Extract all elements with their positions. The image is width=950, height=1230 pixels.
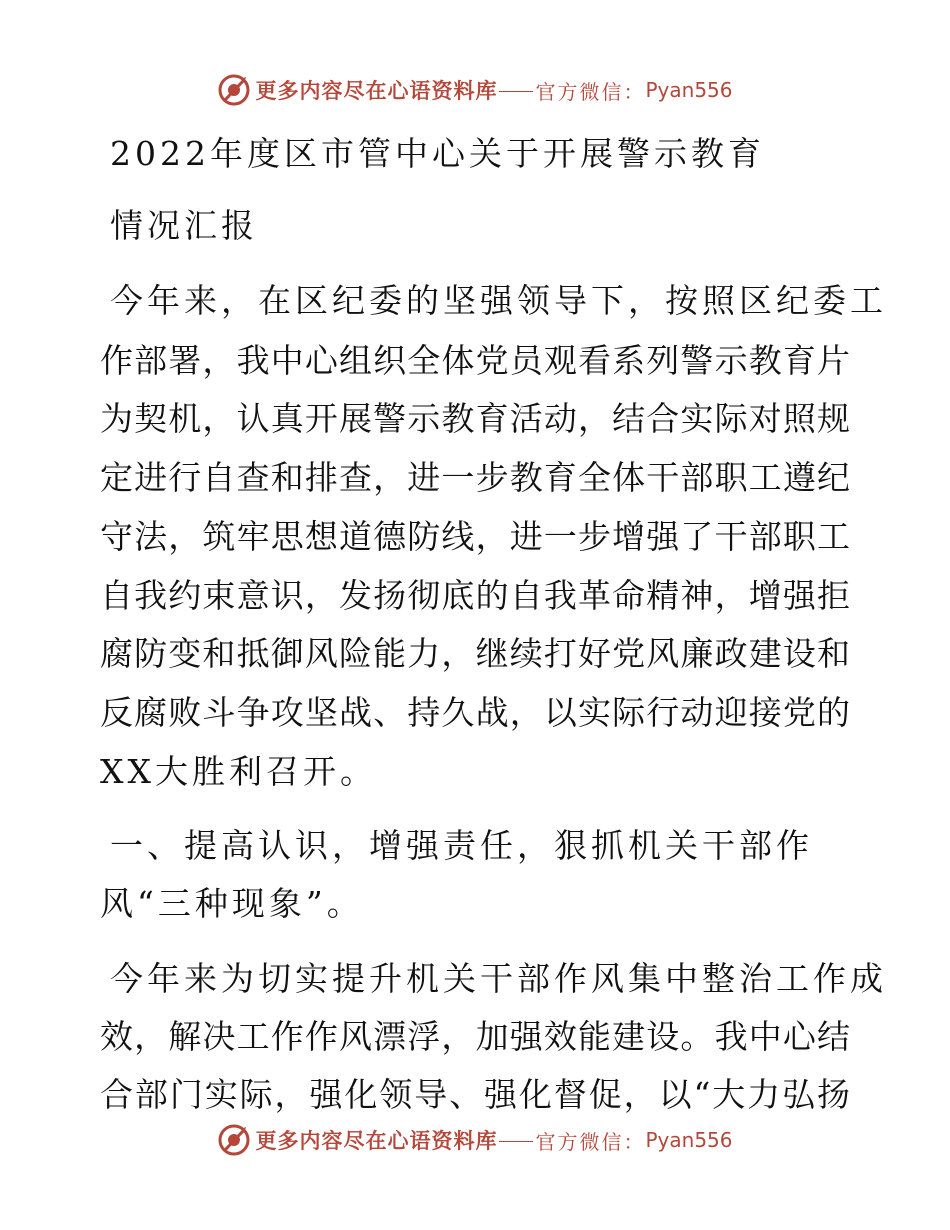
para1-line-6: 自我约束意识，发扬彻底的自我革命精神，增强拒 (100, 576, 850, 615)
brand-logo-icon (217, 1123, 251, 1157)
watermark-brand: 更多内容尽在心语资料库 (255, 1128, 498, 1153)
watermark-id: Pyan556 (645, 1128, 733, 1152)
para2-line-3: 合部门实际，强化领导、强化督促，以“大力弘扬 (100, 1075, 850, 1114)
watermark-label: 官方微信： (535, 79, 646, 104)
para2-line-1: 今年来为切实提升机关干部作风集中整治工作成 (110, 959, 887, 998)
section-heading-line-2: 风“三种现象”。 (100, 884, 364, 923)
watermark-label: 官方微信： (535, 1129, 646, 1154)
para2-line-2: 效，解决工作作风漂浮，加强效能建设。我中心结 (100, 1017, 850, 1056)
footer-watermark (0, 1120, 950, 1160)
para1-line-1: 今年来，在区纪委的坚强领导下，按照区纪委工 (110, 281, 887, 320)
para1-line-5: 守法，筑牢思想道德防线，进一步增强了干部职工 (100, 517, 850, 556)
brand-logo-icon (217, 73, 251, 107)
watermark-dash (499, 1141, 533, 1142)
header-watermark (0, 70, 950, 110)
watermark-brand: 更多内容尽在心语资料库 (255, 78, 498, 103)
para1-line-9: XX大胜利召开。 (100, 752, 377, 791)
para1-line-7: 腐防变和抵御风险能力，继续打好党风廉政建设和 (100, 634, 850, 673)
watermark-id: Pyan556 (645, 78, 733, 102)
para1-line-8: 反腐败斗争攻坚战、持久战，以实际行动迎接党的 (100, 693, 850, 732)
para1-line-3: 为契机，认真开展警示教育活动，结合实际对照规 (100, 399, 850, 438)
para1-line-4: 定进行自查和排查，进一步教育全体干部职工遵纪 (100, 458, 850, 497)
section-heading-line-1: 一、提高认识，增强责任，狠抓机关干部作 (110, 826, 813, 865)
document-title-line-1: 2022年度区市管中心关于开展警示教育 (110, 134, 765, 173)
para1-line-2: 作部署，我中心组织全体党员观看系列警示教育片 (100, 341, 850, 380)
watermark-dash (499, 91, 533, 92)
document-title-line-2: 情况汇报 (110, 206, 258, 245)
